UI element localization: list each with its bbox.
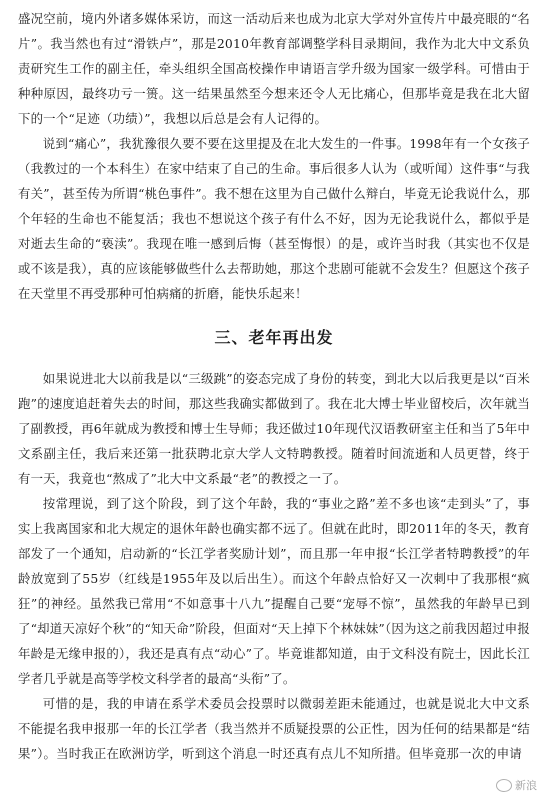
paragraph: 可惜的是，我的申请在系学术委员会投票时以微弱差距未能通过，也就是说北大中文系不能提名我申报那一年的长江学者（我当然并不质疑投票的公正性，因为任何的结果都是“结果”）。当时我正在欧洲访学，听到这个消息一时还真有点儿不知所措。但毕竟那一次的申请 bbox=[18, 696, 530, 761]
paragraph: 说到“痛心”，我犹豫很久要不要在这里提及在北大发生的一件事。1998年有一个女孩子（我教过的一个本科生）在家中结束了自己的生命。事后很多人认为（或听闻）这件事“与我有关”，甚至传为所谓“桃色事件”。我不想在这里为自己做什么辩白，毕竟无论我说什么，那个年轻的生命也不能复活；我也不想说这个孩子有什么不好，因为无论我说什么，都似乎是对逝去生命的“亵渎”。我现在唯一感到后悔（甚至悔恨）的是，或许当时我（其实也不仅是或不该是我），真的应该能够做些什么去帮助她，那这个悲剧可能就不会发生？但愿这个孩子在天堂里不再受那种可怕病痛的折磨，能快乐起来！ bbox=[18, 136, 530, 301]
paragraph: 按常理说，到了这个阶段，到了这个年龄，我的“事业之路”差不多也该“走到头”了，事实上我离国家和北大规定的退休年龄也确实都不远了。但就在此时，即2011年的冬天，教育部发了一个通知，启动新的“长江学者奖励计划”，而且那一年申报“长江学者特聘教授”的年龄放宽到了55岁（红线是1955年及以后出生）。而这个年龄点恰好又一次刺中了我那根“疯狂”的神经。虽然我已常用“不如意事十八九”提醒自己要“宠辱不惊”，虽然我的年龄早已到了“却道天凉好个秋”的“知天命”阶段，但面对“天上掉下个林妹妹”（因为这之前我因超过申报年龄是无缘申报的），我还是真有点“动心”了。毕竟谁都知道，由于文科没有院士，因此长江学者几乎就是高等学校文科学者的最高“头衔”了。 bbox=[18, 496, 530, 686]
document-page bbox=[18, 6, 530, 766]
weibo-logo-icon bbox=[496, 779, 512, 792]
paragraph: 如果说进北大以前我是以“三级跳”的姿态完成了身份的转变，到北大以后我更是以“百米跑”的速度追赶着失去的时间，那这些我确实都做到了。我在北大博士毕业留校后，次年就当了副教授，再6年就成为教授和博士生导师；我还做过10年现代汉语教研室主任和当了5年中文系副主任，我后来还第一批获聘北京大学人文特聘教授。随着时间流逝和人员更替，终于有一天，我竟也“熬成了”北大中文系最“老”的教授之一了。 bbox=[18, 371, 530, 486]
watermark bbox=[496, 777, 537, 793]
watermark-text: 新浪 bbox=[515, 779, 537, 792]
section-heading: 三、老年再出发 bbox=[214, 328, 334, 347]
paragraph: 盛况空前，境内外诸多媒体采访，而这一活动后来也成为北京大学对外宣传片中最亮眼的“名片”。我当然也有过“滑铁卢”，那是2010年教育部调整学科目录期间，我作为北大中文系负责研究生工作的副主任，牵头组织全国高校操作申请语言学升级为国家一级学科。可惜由于种种原因，最终功亏一篑。这一结果虽然至今想来还令人无比痛心，但那毕竟是我在北大留下的一个“足迹（功绩）”，我想以后总是会有人记得的。 bbox=[18, 11, 530, 126]
